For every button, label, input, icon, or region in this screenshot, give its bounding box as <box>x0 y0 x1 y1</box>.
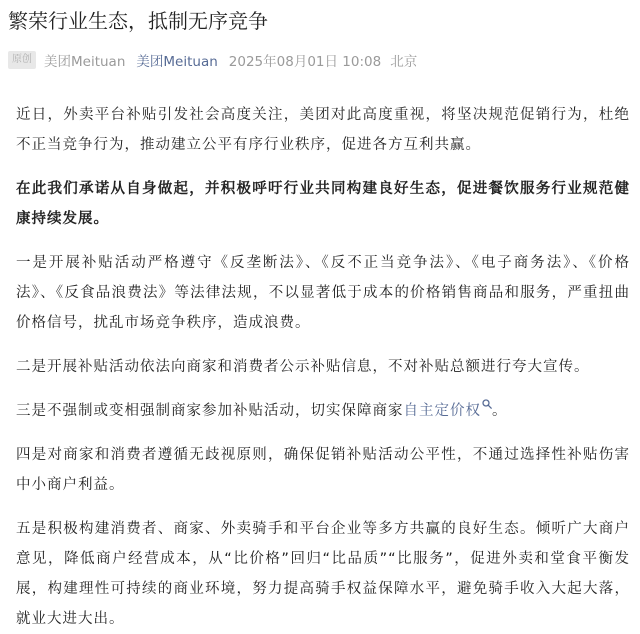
paragraph-point-1: 一是开展补贴活动严格遵守《反垄断法》、《反不正当竞争法》、《电子商务法》、《价格法》、《反食品浪费法》等法律法规，不以显著低于成本的价格销售商品和服务，严重扭曲价格信号，扰乱市场竞争秩序，造成浪费。 <box>16 255 630 331</box>
keyword-search-link[interactable] <box>404 403 493 419</box>
paragraph-point-2: 二是开展补贴活动依法向商家和消费者公示补贴信息，不对补贴总额进行夸大宣传。 <box>16 359 590 375</box>
paragraph-point-3 <box>16 396 630 426</box>
paragraph-point-4: 四是对商家和消费者遵循无歧视原则，确保促销补贴活动公平性，不通过选择性补贴伤害中小商户利益。 <box>16 447 630 493</box>
author-name: 美团Meituan <box>44 54 126 70</box>
paragraph-commitment: 在此我们承诺从自身做起，并积极呼吁行业共同构建良好生态，促进餐饮服务行业规范健康持续发展。 <box>16 181 630 227</box>
publish-location: 北京 <box>390 54 418 70</box>
account-link[interactable]: 美团Meituan <box>136 54 218 70</box>
article-meta <box>8 48 417 72</box>
paragraph-point-5: 五是积极构建消费者、商家、外卖骑手和平台企业等多方共赢的良好生态。倾听广大商户意见，降低商户经营成本，从“比价格”回归“比品质”“比服务”，促进外卖和堂食平衡发展，构建理性可持续的商业环境，努力提高骑手权益保障水平，避免骑手收入大起大落，就业大进大出。 <box>16 521 630 627</box>
search-icon <box>482 399 492 409</box>
original-badge: 原创 <box>8 51 36 69</box>
paragraph-intro: 近日，外卖平台补贴引发社会高度关注，美团对此高度重视，将坚决规范促销行为，杜绝不正当竞争行为，推动建立公平有序行业秩序，促进各方互利共赢。 <box>16 107 630 153</box>
paragraph-point-3-end: 。 <box>492 403 508 419</box>
keyword-search-link-label: 自主定价权 <box>403 403 481 419</box>
article-title: 繁荣行业生态，抵制无序竞争 <box>8 9 268 33</box>
paragraph-point-3-text: 三是不强制或变相强制商家参加补贴活动，切实保障商家 <box>16 403 404 419</box>
publish-datetime: 2025年08月01日 10:08 <box>228 54 382 70</box>
article-body <box>16 100 630 634</box>
